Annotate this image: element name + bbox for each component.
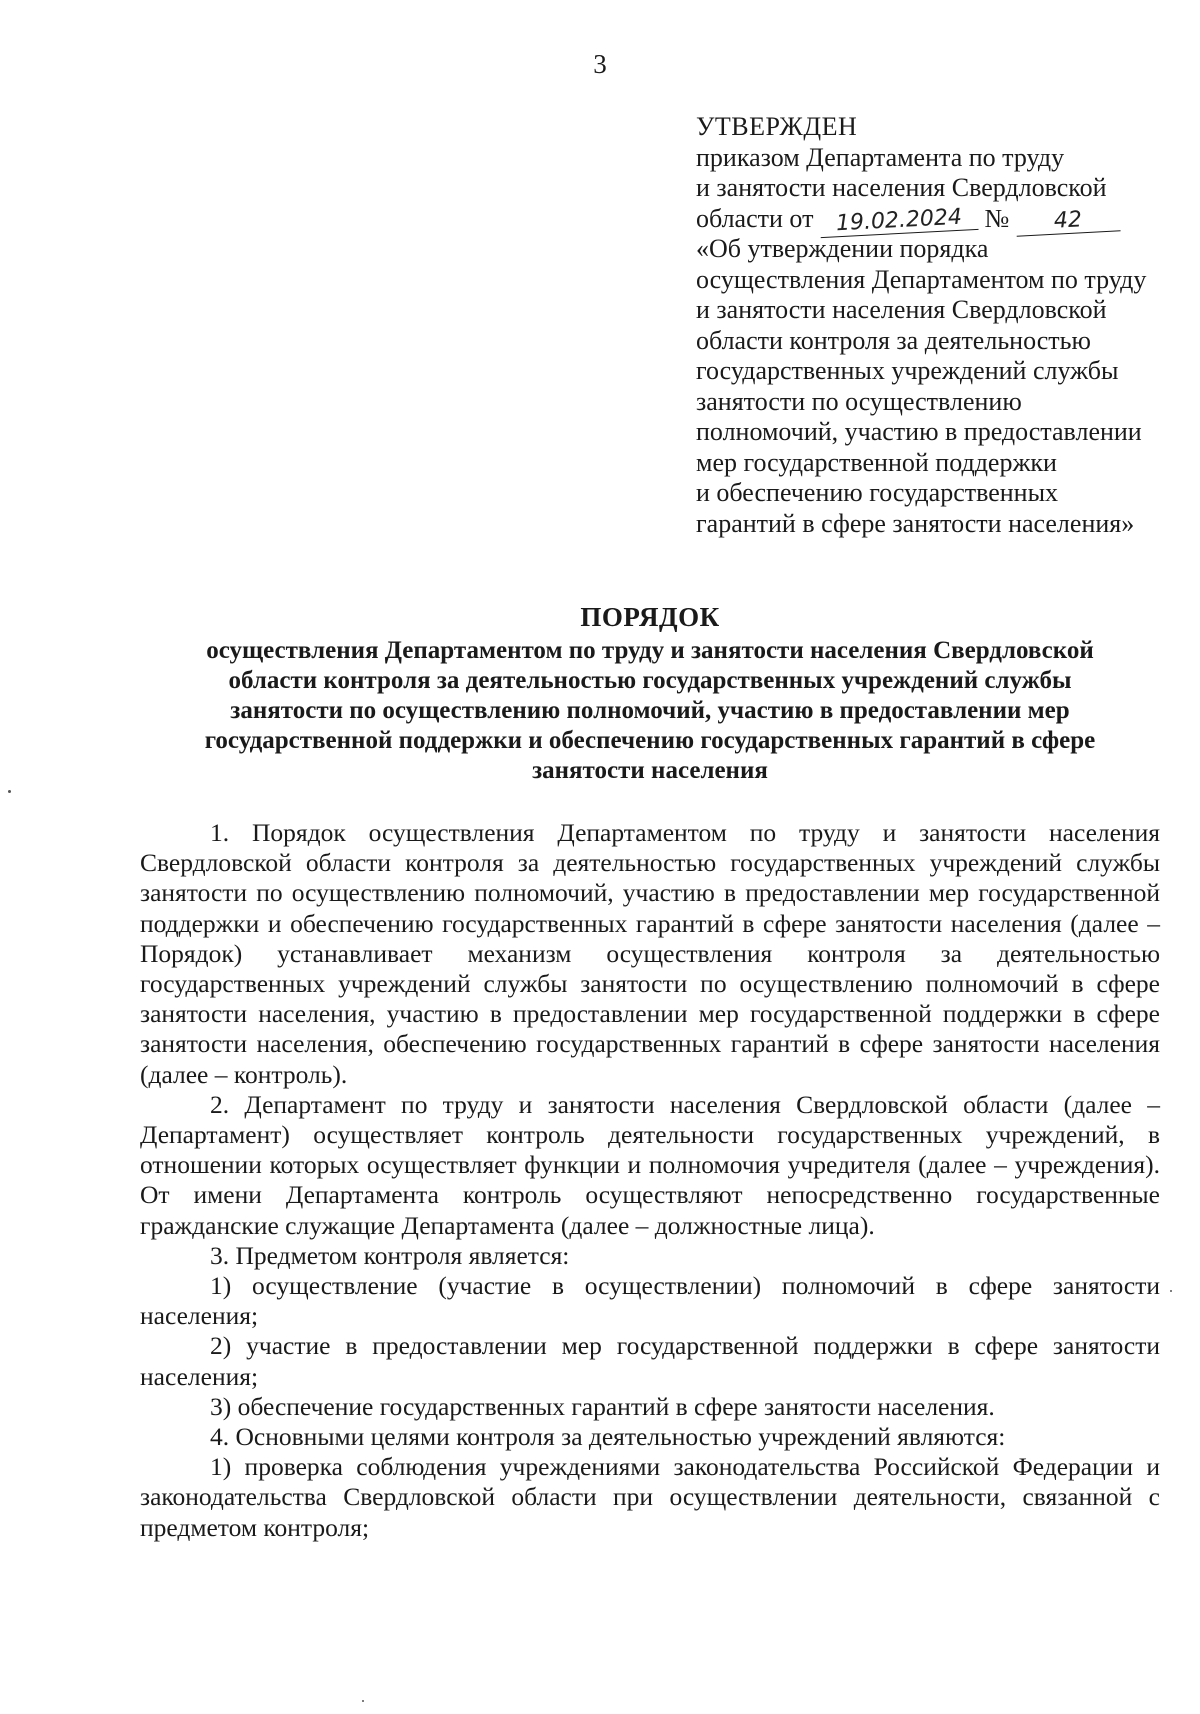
paragraph-1: 1. Порядок осуществления Департаментом по труду и занятости населения Свердловской области контроля за деятельностью государственных учреждений службы занятости по осуществлению полномочий, участию в предоставлении мер государственной поддержки и обеспечению государственных гарантий в сфере занятости населения (далее – Порядок) устанавливает механизм осуществления контроля за деятельностью государственных учреждений службы занятости по осуществлению полномочий в сфере занятости населения, участию в предоставлении мер государственной поддержки в сфере занятости населения, обеспечению государственных гарантий в сфере занятости населения (далее – контроль).: [140, 818, 1160, 1089]
paragraph-4-item-1: 1) проверка соблюдения учреждениями законодательства Российской Федерации и законодательства Свердловской области при осуществлении деятельности, связанной с предметом контроля;: [140, 1452, 1160, 1542]
page-number: 3: [593, 49, 607, 79]
document-heading: [140, 600, 1160, 786]
order-title-line: «Об утверждении порядка: [696, 234, 989, 263]
document-subtitle-line: занятости по осуществлению полномочий, участию в предоставлении мер: [230, 697, 1070, 724]
order-title-line: и обеспечению государственных: [696, 478, 1059, 507]
document-body: [140, 818, 1160, 1543]
order-title-line: занятости по осуществлению: [696, 386, 1022, 416]
scan-speck: [1170, 1290, 1172, 1292]
document-subtitle-line: государственной поддержки и обеспечению государственных гарантий в сфере: [204, 727, 1096, 754]
date-prefix: области от: [696, 203, 814, 233]
scan-speck: [8, 790, 11, 793]
order-title-line: государственных учреждений службы: [696, 356, 1119, 385]
handwritten-date: 19.02.2024: [819, 204, 978, 237]
paragraph-3-item-2: 2) участие в предоставлении мер государственной поддержки в сфере занятости населения;: [140, 1331, 1160, 1391]
document-subtitle-line: занятости населения: [532, 757, 768, 784]
paragraph-3-item-1: 1) осуществление (участие в осуществлении) полномочий в сфере занятости населения;: [140, 1271, 1160, 1331]
handwritten-order-number: 42: [1015, 206, 1120, 236]
order-title-line: мер государственной поддержки: [696, 447, 1057, 477]
order-title-line: гарантий в сфере занятости населения»: [696, 508, 1135, 538]
paragraph-4: 4. Основными целями контроля за деятельностью учреждений являются:: [210, 1422, 1006, 1452]
approval-stamp-block: [696, 112, 1176, 539]
approval-date-line: [696, 204, 1176, 235]
document-subtitle-line: осуществления Департаментом по труду и занятости населения Свердловской: [206, 637, 1094, 664]
order-title-line: области контроля за деятельностью: [696, 325, 1091, 355]
number-prefix: №: [984, 203, 1010, 233]
document-subtitle-line: области контроля за деятельностью государственных учреждений службы: [228, 667, 1072, 694]
approval-line: приказом Департамента по труду: [696, 142, 1065, 172]
paragraph-3-item-3: 3) обеспечение государственных гарантий в сфере занятости населения.: [210, 1391, 995, 1421]
approval-line: и занятости населения Свердловской: [696, 173, 1107, 202]
paragraph-2: 2. Департамент по труду и занятости населения Свердловской области (далее – Департамент) осуществляет контроль деятельности государственных учреждений, в отношении которых осуществляет функции и полномочия учредителя (далее – учреждения). От имени Департамента контроль осуществляют непосредственно государственные гражданские служащие Департамента (далее – должностные лица).: [140, 1089, 1160, 1240]
scan-speck: [362, 1700, 364, 1702]
order-title-line: осуществления Департаментом по труду: [696, 264, 1147, 294]
paragraph-3: 3. Предметом контроля является:: [210, 1240, 570, 1270]
order-title-line: и занятости населения Свердловской: [696, 295, 1107, 324]
order-title-line: полномочий, участию в предоставлении: [696, 417, 1142, 446]
approval-heading: УТВЕРЖДЕН: [696, 112, 858, 141]
document-title: ПОРЯДОК: [580, 602, 720, 632]
